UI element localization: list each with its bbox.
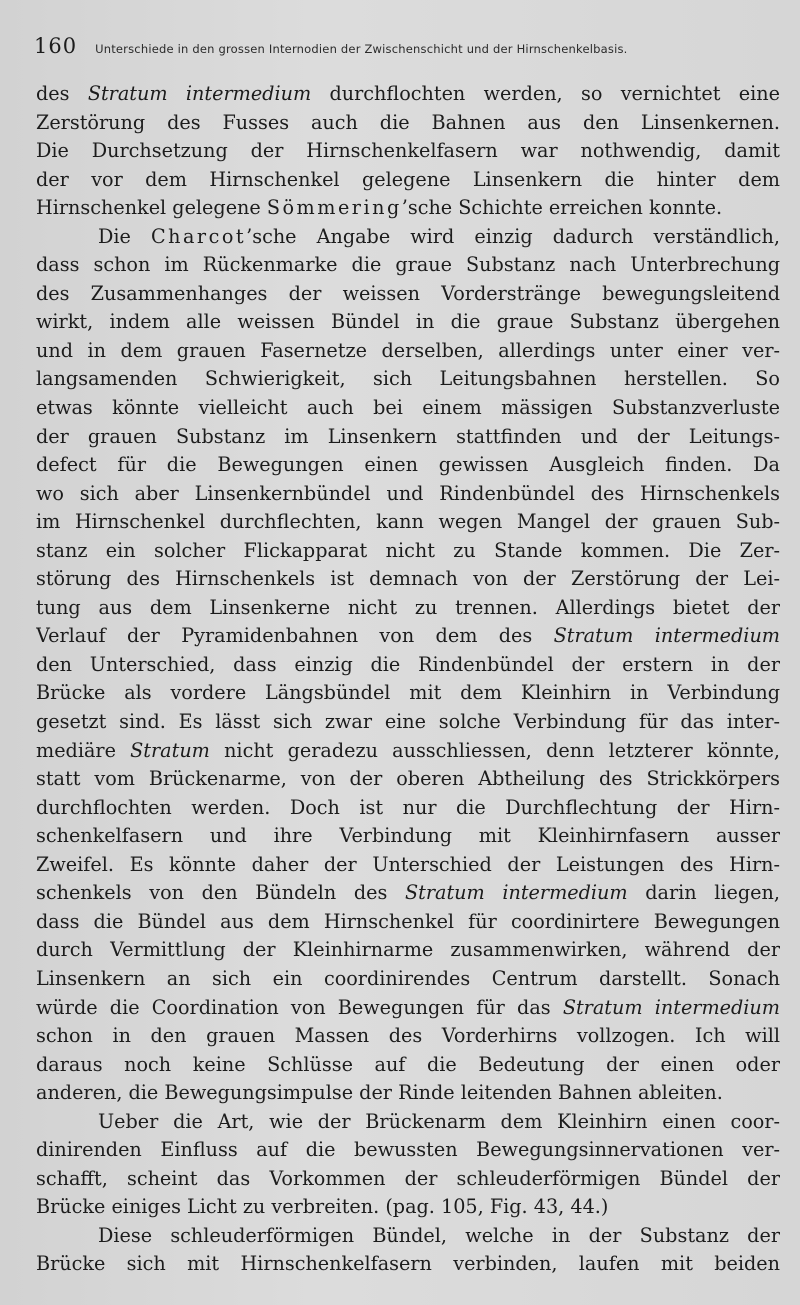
text-segment: Brücke als vordere Längsbündel mit dem Kleinhirn in Verbindung xyxy=(36,681,780,705)
text-segment: der vor dem Hirnschenkel gelegene Linsenkern die hinter dem xyxy=(36,167,780,191)
text-segment: Die xyxy=(98,224,151,248)
page-number: 160 xyxy=(34,34,78,58)
text-line xyxy=(36,851,780,880)
text-line xyxy=(36,879,780,908)
spaced-name: Charcot xyxy=(150,224,247,248)
text-segment: darin liegen, xyxy=(627,881,780,905)
text-segment: Brücke sich mit Hirnschenkelfasern verbinden, laufen mit beiden xyxy=(36,1252,780,1276)
text-line xyxy=(36,1051,780,1080)
text-line xyxy=(36,137,780,166)
text-line xyxy=(36,537,780,566)
text-line xyxy=(36,423,780,452)
text-line xyxy=(36,994,780,1023)
text-line xyxy=(36,1022,780,1051)
text-segment: daraus noch keine Schlüsse auf die Bedeutung der einen oder xyxy=(36,1052,780,1076)
text-line xyxy=(36,651,780,680)
text-segment: dinirenden Einfluss auf die bewussten Bewegungsinnervationen ver- xyxy=(36,1138,780,1162)
text-line xyxy=(36,109,780,138)
text-line xyxy=(36,565,780,594)
text-line xyxy=(36,908,780,937)
text-line xyxy=(36,1193,780,1222)
text-segment: im Hirnschenkel durchflechten, kann wegen Mangel der grauen Sub- xyxy=(36,510,780,534)
text-line xyxy=(36,251,780,280)
text-segment: schon in den grauen Massen des Vorderhirns vollzogen. Ich will xyxy=(36,1024,780,1048)
text-segment: Diese schleuderförmigen Bündel, welche in der Substanz der xyxy=(98,1223,780,1247)
text-segment: ’sche Angabe wird einzig dadurch verständlich, xyxy=(246,224,780,248)
text-segment: durch Vermittlung der Kleinhirnarme zusammenwirken, während der xyxy=(36,938,780,962)
text-line xyxy=(36,194,780,223)
text-line xyxy=(36,737,780,766)
text-segment: stanz ein solcher Flickapparat nicht zu Stande kommen. Die Zer- xyxy=(36,538,780,562)
text-line xyxy=(36,1108,780,1137)
text-line xyxy=(36,594,780,623)
text-segment: nicht geradezu ausschliessen, denn letzterer könnte, xyxy=(209,738,780,762)
running-head xyxy=(34,34,774,58)
text-segment: wo sich aber Linsenkernbündel und Rindenbündel des Hirnschenkels xyxy=(36,481,780,505)
text-line xyxy=(36,708,780,737)
text-segment: ’sche Schichte erreichen konnte. xyxy=(401,196,723,220)
italic-term: Stratum intermedium xyxy=(87,82,312,105)
text-segment: dass schon im Rückenmarke die graue Substanz nach Unterbrechung xyxy=(36,253,780,277)
text-segment: langsamenden Schwierigkeit, sich Leitungsbahnen herstellen. So xyxy=(36,367,780,391)
text-segment: störung des Hirnschenkels ist demnach von der Zerstörung der Lei- xyxy=(36,567,780,591)
body-text xyxy=(36,80,780,1279)
text-segment: gesetzt sind. Es lässt sich zwar eine solche Verbindung für das inter- xyxy=(36,710,780,734)
text-line xyxy=(36,337,780,366)
text-segment: den Unterschied, dass einzig die Rindenbündel der erstern in der xyxy=(36,652,780,676)
text-segment: durchflochten werden, so vernichtet eine xyxy=(311,82,780,105)
text-line xyxy=(36,1250,780,1279)
text-line xyxy=(36,679,780,708)
text-segment: durchflochten werden. Doch ist nur die Durchflechtung der Hirn- xyxy=(36,795,780,819)
text-line xyxy=(36,936,780,965)
text-segment: Linsenkern an sich ein coordinirendes Centrum darstellt. Sonach xyxy=(36,966,780,990)
italic-term: Stratum intermedium xyxy=(404,881,628,905)
text-line xyxy=(36,965,780,994)
text-segment: etwas könnte vielleicht auch bei einem mässigen Substanzverluste xyxy=(36,396,780,420)
text-segment: schafft, scheint das Vorkommen der schleuderförmigen Bündel der xyxy=(36,1166,780,1190)
text-segment: defect für die Bewegungen einen gewissen Ausgleich finden. Da xyxy=(36,453,780,477)
text-line xyxy=(36,508,780,537)
text-segment: der grauen Substanz im Linsenkern stattfinden und der Leitungs- xyxy=(36,424,780,448)
text-segment: mediäre xyxy=(36,738,131,762)
text-line xyxy=(36,365,780,394)
text-line xyxy=(36,622,780,651)
text-segment: Brücke einiges Licht zu verbreiten. (pag. 105, Fig. 43, 44.) xyxy=(36,1195,609,1219)
spaced-name: Sömmering xyxy=(266,196,402,220)
italic-term: Stratum xyxy=(130,738,210,762)
text-segment: wirkt, indem alle weissen Bündel in die graue Substanz übergehen xyxy=(36,310,780,334)
text-line xyxy=(36,223,780,252)
text-line xyxy=(36,80,780,109)
text-segment: würde die Coordination von Bewegungen für das xyxy=(36,995,563,1019)
text-segment: Hirnschenkel gelegene xyxy=(36,196,267,220)
text-segment: Zerstörung des Fusses auch die Bahnen aus den Linsenkernen. xyxy=(36,110,780,134)
text-line xyxy=(36,166,780,195)
text-line xyxy=(36,822,780,851)
text-segment: Ueber die Art, wie der Brückenarm dem Kleinhirn einen coor- xyxy=(98,1109,780,1133)
text-line xyxy=(36,394,780,423)
text-line xyxy=(36,794,780,823)
text-segment: anderen, die Bewegungsimpulse der Rinde leitenden Bahnen ableiten. xyxy=(36,1081,723,1105)
text-segment: tung aus dem Linsenkerne nicht zu trennen. Allerdings bietet der xyxy=(36,595,780,619)
text-segment: schenkels von den Bündeln des xyxy=(36,881,405,905)
text-line xyxy=(36,765,780,794)
text-segment: Verlauf der Pyramidenbahnen von dem des xyxy=(36,624,554,648)
running-head-title: Unterschiede in den grossen Internodien der Zwischenschicht und der Hirnschenkelbasis. xyxy=(95,42,628,56)
text-line xyxy=(36,451,780,480)
text-segment: schenkelfasern und ihre Verbindung mit Kleinhirnfasern ausser xyxy=(36,824,780,848)
text-line xyxy=(36,1136,780,1165)
text-line xyxy=(36,280,780,309)
text-line xyxy=(36,480,780,509)
text-segment: Zweifel. Es könnte daher der Unterschied der Leistungen des Hirn- xyxy=(36,852,780,876)
text-line xyxy=(36,1222,780,1251)
text-line xyxy=(36,308,780,337)
text-segment: des xyxy=(36,82,88,105)
text-segment: und in dem grauen Fasernetze derselben, allerdings unter einer ver- xyxy=(36,338,780,362)
text-segment: statt vom Brückenarme, von der oberen Abtheilung des Strickkörpers xyxy=(36,767,780,791)
text-segment: Die Durchsetzung der Hirnschenkelfasern war nothwendig, damit xyxy=(36,139,780,163)
text-segment: des Zusammenhanges der weissen Vorderstränge bewegungsleitend xyxy=(36,281,780,305)
italic-term: Stratum intermedium xyxy=(553,624,780,648)
text-line xyxy=(36,1079,780,1108)
italic-term: Stratum intermedium xyxy=(562,995,780,1019)
text-line xyxy=(36,1165,780,1194)
text-segment: dass die Bündel aus dem Hirnschenkel für coordinirtere Bewegungen xyxy=(36,909,780,933)
